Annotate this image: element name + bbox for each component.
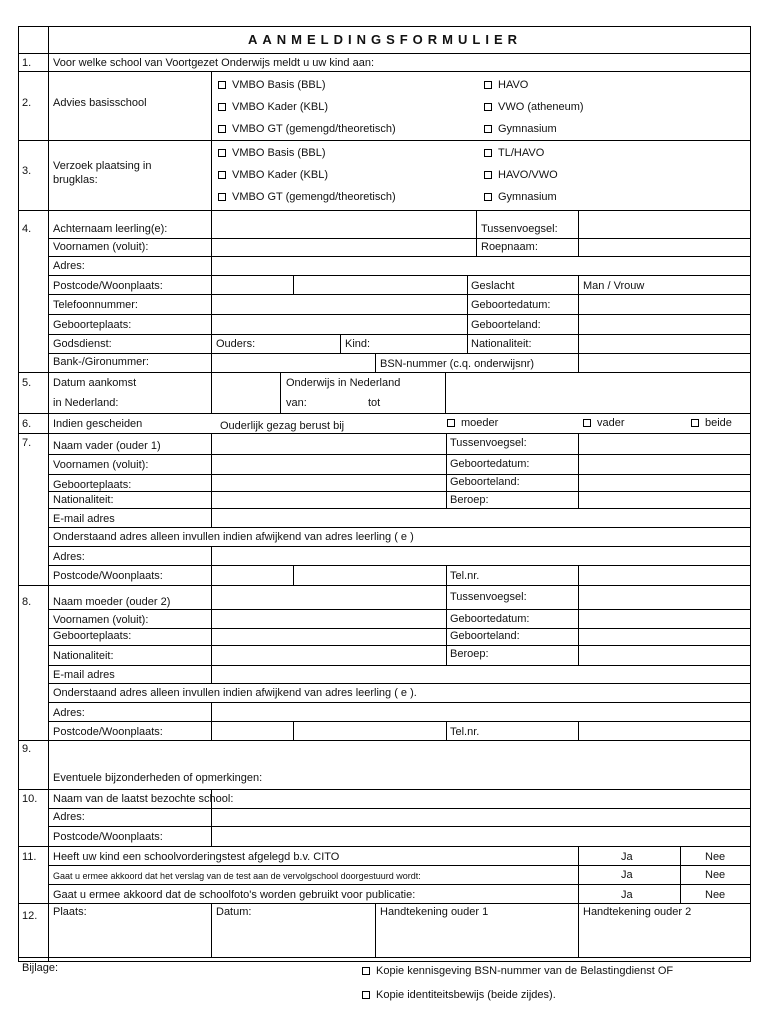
divider (18, 53, 751, 54)
field-label: Tussenvoegsel: (481, 223, 558, 235)
field-label: Voornamen (voluit): (53, 241, 149, 253)
checkbox-option[interactable]: VMBO GT (gemengd/theoretisch) (218, 123, 396, 136)
checkbox-option[interactable]: VMBO Basis (BBL) (218, 147, 326, 160)
field-label: Indien gescheiden (53, 418, 143, 430)
divider (293, 565, 294, 585)
answer-ja[interactable]: Ja (621, 869, 633, 881)
divider (18, 140, 751, 141)
checkbox-option[interactable]: TL/HAVO (484, 147, 544, 160)
checkbox-option[interactable]: Gymnasium (484, 123, 557, 136)
form-title: AANMELDINGSFORMULIER (247, 32, 523, 47)
divider (48, 826, 751, 827)
field-label: Kind: (345, 338, 371, 350)
field-label: Geboorteland: (450, 476, 520, 488)
checkbox[interactable] (218, 171, 226, 179)
field-label: Naam vader (ouder 1) (53, 440, 161, 452)
field-label: Naam moeder (ouder 2) (53, 596, 171, 608)
field-label: Adres: (53, 260, 85, 272)
checkbox-option[interactable]: moeder (447, 417, 498, 430)
field-label: Geboorteland: (471, 319, 541, 331)
checkbox[interactable] (484, 193, 492, 201)
divider (211, 210, 212, 372)
checkbox-option[interactable]: VMBO Basis (BBL) (218, 79, 326, 92)
divider (211, 903, 212, 957)
divider (375, 353, 376, 372)
divider (48, 565, 751, 566)
checkbox[interactable] (218, 103, 226, 111)
field-label: Adres: (53, 811, 85, 823)
checkbox-option[interactable]: VMBO Kader (KBL) (218, 169, 328, 182)
checkbox-option[interactable]: HAVO (484, 79, 528, 92)
field-label: Geslacht (471, 280, 515, 292)
divider (48, 609, 751, 610)
divider (467, 275, 468, 353)
divider (48, 884, 751, 885)
divider (446, 433, 447, 508)
divider (48, 491, 751, 492)
field-label: Postcode/Woonplaats: (53, 570, 163, 582)
advies-label: Advies basisschool (53, 97, 147, 109)
divider (48, 314, 751, 315)
field-label: Telefoonnummer: (53, 299, 138, 311)
field-label: Achternaam leerling(e): (53, 223, 168, 235)
checkbox[interactable] (484, 81, 492, 89)
section-number: 4. (22, 223, 32, 235)
answer-ja[interactable]: Ja (621, 851, 633, 863)
question-text: Heeft uw kind een schoolvorderingstest afgelegd b.v. CITO (53, 851, 340, 863)
checkbox-option[interactable]: HAVO/VWO (484, 169, 558, 182)
divider (293, 721, 294, 740)
divider (578, 721, 579, 740)
divider (48, 334, 751, 335)
checkbox[interactable] (218, 125, 226, 133)
section-number: 12. (22, 910, 38, 922)
field-label: Bank-/Gironummer: (53, 356, 149, 368)
signature-label: Handtekening ouder 2 (583, 906, 692, 918)
field-label: Roepnaam: (481, 241, 538, 253)
checkbox-option[interactable]: beide (691, 417, 732, 430)
section-number: 3. (22, 165, 32, 177)
divider (211, 71, 212, 210)
checkbox-option[interactable]: Kopie kennisgeving BSN-nummer van de Belastingdienst OF (362, 965, 673, 978)
divider (18, 957, 751, 958)
section-number: 5. (22, 377, 32, 389)
field-label: Tel.nr. (450, 570, 480, 582)
divider (476, 210, 477, 256)
field-label: Nationaliteit: (471, 338, 532, 350)
answer-nee[interactable]: Nee (705, 851, 726, 863)
divider (578, 565, 579, 585)
field-label: Geboortedatum: (471, 299, 551, 311)
field-label: Postcode/Woonplaats: (53, 831, 163, 843)
field-label: Voornamen (voluit): (53, 614, 149, 626)
checkbox[interactable] (484, 171, 492, 179)
field-label: Adres: (53, 551, 85, 563)
divider (18, 372, 751, 373)
checkbox-option[interactable]: VMBO Kader (KBL) (218, 101, 328, 114)
divider (18, 789, 751, 790)
field-label: Naam van de laatst bezochte school: (53, 793, 234, 805)
question-text: Gaat u ermee akkoord dat het verslag van de test aan de vervolgschool doorgestuurd wordt: (53, 871, 421, 881)
bijlage-label: Bijlage: (22, 962, 59, 974)
divider (48, 454, 751, 455)
divider (48, 546, 751, 547)
divider (578, 903, 579, 957)
divider (18, 585, 751, 586)
divider (446, 585, 447, 665)
field-label: Voornamen (voluit): (53, 459, 149, 471)
plaatsing-label: Verzoek plaatsing in (53, 160, 152, 172)
section-number: 11. (22, 851, 37, 863)
divider (211, 546, 212, 585)
field-label: BSN-nummer (c.q. onderwijsnr) (380, 358, 535, 370)
divider (375, 903, 376, 957)
question-text: Gaat u ermee akkoord dat de schoolfoto's worden gebruikt voor publicatie: (53, 889, 416, 901)
checkbox[interactable] (362, 991, 370, 999)
section-number: 1. (22, 57, 32, 69)
answer-nee[interactable]: Nee (705, 869, 726, 881)
divider (680, 846, 681, 903)
field-label: Geboortedatum: (450, 458, 530, 470)
divider (18, 71, 751, 72)
field-label: Postcode/Woonplaats: (53, 726, 163, 738)
checkbox[interactable] (583, 419, 591, 427)
divider (48, 702, 751, 703)
field-label: Datum aankomst (53, 377, 137, 389)
number-column-line (48, 26, 49, 962)
divider (48, 683, 751, 684)
field-label: Eventuele bijzonderheden of opmerkingen: (53, 772, 263, 784)
checkbox[interactable] (484, 103, 492, 111)
section-number: 8. (22, 596, 32, 608)
divider (48, 256, 751, 257)
checkbox-option[interactable]: Gymnasium (484, 191, 557, 204)
field-label: Godsdienst: (53, 338, 112, 350)
divider (48, 527, 751, 528)
field-label: E-mail adres (53, 669, 115, 681)
checkbox[interactable] (362, 967, 370, 975)
field-label: Onderstaand adres alleen invullen indien afwijkend van adres leerling ( e ) (53, 531, 414, 543)
field-label: Geboorteland: (450, 630, 520, 642)
divider (48, 508, 751, 509)
divider (48, 665, 751, 666)
divider (211, 702, 212, 740)
checkbox-option[interactable]: VMBO GT (gemengd/theoretisch) (218, 191, 396, 204)
field-label: E-mail adres (53, 513, 115, 525)
field-label: Datum: (216, 906, 252, 918)
checkbox-option[interactable]: VWO (atheneum) (484, 101, 584, 114)
field-label: van: (286, 397, 307, 409)
signature-label: Handtekening ouder 1 (380, 906, 489, 918)
field-label: Ouders: (216, 338, 256, 350)
divider (18, 846, 751, 847)
checkbox[interactable] (218, 193, 226, 201)
field-label: Beroep: (450, 494, 489, 506)
field-label: Tussenvoegsel: (450, 437, 527, 449)
section-number: 7. (22, 437, 32, 449)
divider (48, 294, 751, 295)
divider (18, 413, 751, 414)
checkbox[interactable] (218, 149, 226, 157)
field-label: Onderstaand adres alleen invullen indien afwijkend van adres leerling ( e ). (53, 687, 417, 699)
field-label: Nationaliteit: (53, 494, 114, 506)
field-label: Tel.nr. (450, 726, 480, 738)
divider (578, 585, 579, 665)
checkbox[interactable] (484, 149, 492, 157)
section-number: 2. (22, 97, 32, 109)
divider (48, 275, 751, 276)
divider (48, 645, 751, 646)
divider (18, 210, 751, 211)
divider (293, 275, 294, 294)
field-label: Onderwijs in Nederland (286, 377, 401, 389)
divider (48, 865, 751, 866)
plaatsing-label: brugklas: (53, 174, 98, 186)
divider (340, 334, 341, 353)
divider (48, 353, 751, 354)
divider (18, 740, 751, 741)
checkbox[interactable] (447, 419, 455, 427)
divider (445, 372, 446, 413)
divider (18, 903, 751, 904)
divider (48, 808, 751, 809)
field-label: in Nederland: (53, 397, 119, 409)
field-label: Geboorteplaats: (53, 479, 132, 491)
divider (211, 585, 212, 683)
divider (578, 275, 579, 372)
divider (446, 721, 447, 740)
checkbox[interactable] (218, 81, 226, 89)
field-label: Beroep: (450, 648, 489, 660)
field-label: Geboortedatum: (450, 613, 530, 625)
field-label: Postcode/Woonplaats: (53, 280, 163, 292)
divider (48, 721, 751, 722)
divider (211, 433, 212, 527)
section-number: 6. (22, 418, 32, 430)
divider (578, 846, 579, 903)
field-label: Geboorteplaats: (53, 630, 132, 642)
checkbox-option[interactable]: Kopie identiteitsbewijs (beide zijdes). (362, 989, 556, 1002)
divider (578, 210, 579, 256)
field-label: Nationaliteit: (53, 650, 114, 662)
section-number: 10. (22, 793, 38, 805)
divider (280, 372, 281, 413)
school-question: Voor welke school van Voortgezet Onderwijs meldt u uw kind aan: (53, 57, 375, 69)
field-label: tot (368, 397, 381, 409)
answer-nee[interactable]: Nee (705, 889, 726, 901)
divider (48, 474, 751, 475)
field-label: Adres: (53, 707, 85, 719)
field-label: Plaats: (53, 906, 87, 918)
field-label: Tussenvoegsel: (450, 591, 527, 603)
gender-value[interactable]: Man / Vrouw (583, 280, 645, 292)
checkbox-option[interactable]: vader (583, 417, 625, 430)
checkbox[interactable] (691, 419, 699, 427)
divider (211, 372, 212, 413)
divider (578, 433, 579, 508)
field-label: Geboorteplaats: (53, 319, 132, 331)
divider (18, 433, 751, 434)
section-number: 9. (22, 743, 32, 755)
field-label: Ouderlijk gezag berust bij (220, 420, 345, 432)
divider (48, 238, 751, 239)
divider (48, 628, 751, 629)
checkbox[interactable] (484, 125, 492, 133)
divider (446, 565, 447, 585)
answer-ja[interactable]: Ja (621, 889, 633, 901)
